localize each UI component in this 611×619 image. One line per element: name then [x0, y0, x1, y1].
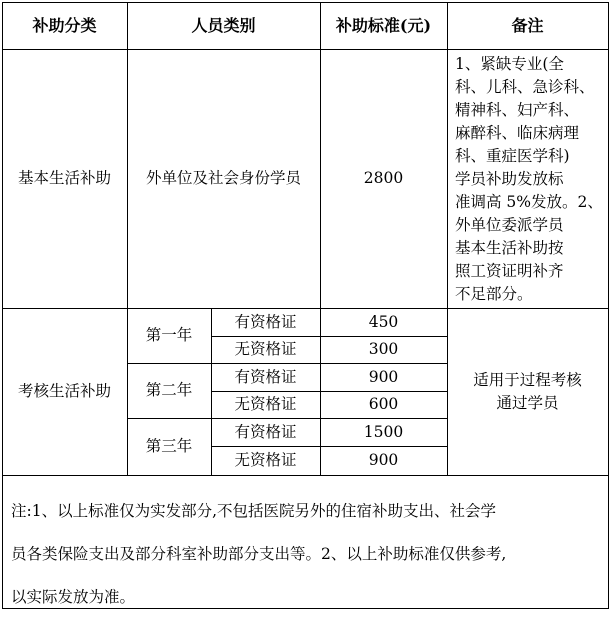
year-3-amount-no: 900 [368, 451, 399, 469]
year-1-label: 第一年 [145, 326, 193, 344]
basic-category: 基本生活补助 [17, 169, 111, 187]
assessment-category: 考核生活补助 [17, 382, 111, 400]
footnote [2, 475, 608, 608]
year-2-qual-no: 无资格证 [234, 395, 297, 413]
year-3-qual-no: 无资格证 [234, 451, 297, 469]
basic-remarks [447, 49, 608, 308]
year-2-amount-yes: 900 [368, 367, 399, 386]
year-2-amount-no: 600 [368, 395, 399, 413]
basic-amount: 2800 [363, 169, 404, 187]
header-standard: 补助标准(元) [335, 16, 432, 35]
footnote-line: 员各类保险支出及部分科室补助部分支出等。2、以上补助标准仅供参考, [11, 545, 507, 563]
year-1-qual-no: 无资格证 [234, 340, 297, 358]
remark-line: 通过学员 [496, 393, 559, 412]
footnote-line: 注:1、以上标准仅为实发部分,不包括医院另外的住宿补助支出、社会学 [11, 502, 497, 520]
basic-personnel: 外单位及社会身份学员 [145, 169, 301, 187]
year-1-amount-no: 300 [368, 340, 399, 358]
year-3-label: 第三年 [145, 437, 193, 455]
remark-line: 外单位委派学员 [455, 216, 564, 234]
remark-line: 准调高 5%发放。2、 [455, 193, 603, 211]
year-1-amount-yes: 450 [368, 312, 399, 331]
year-1-qual-yes: 有资格证 [234, 312, 297, 331]
remark-line: 1、紧缺专业(全 [455, 55, 564, 73]
footnote-line: 以实际发放为准。 [11, 588, 136, 606]
remark-line: 麻醉科、临床病理 [455, 124, 580, 142]
remark-line: 照工资证明补齐 [455, 262, 564, 280]
assessment-remarks [447, 308, 608, 475]
border-right [608, 2, 609, 609]
header-personnel: 人员类别 [191, 16, 256, 35]
remark-line: 科、儿科、急诊科、 [455, 78, 595, 96]
year-2-qual-yes: 有资格证 [234, 367, 297, 386]
year-2-label: 第二年 [145, 381, 193, 399]
year-3-qual-yes: 有资格证 [234, 422, 297, 441]
year-3-amount-yes: 1500 [363, 422, 404, 441]
header-remarks: 备注 [511, 16, 544, 35]
remark-line: 精神科、妇产科、 [455, 101, 580, 119]
header-category: 补助分类 [32, 16, 97, 35]
remark-line: 基本生活补助按 [455, 239, 564, 257]
remark-line: 科、重症医学科) [455, 147, 570, 165]
remark-line: 适用于过程考核 [473, 370, 582, 389]
remark-line: 学员补助发放标 [455, 170, 564, 188]
remark-line: 不足部分。 [455, 285, 533, 303]
